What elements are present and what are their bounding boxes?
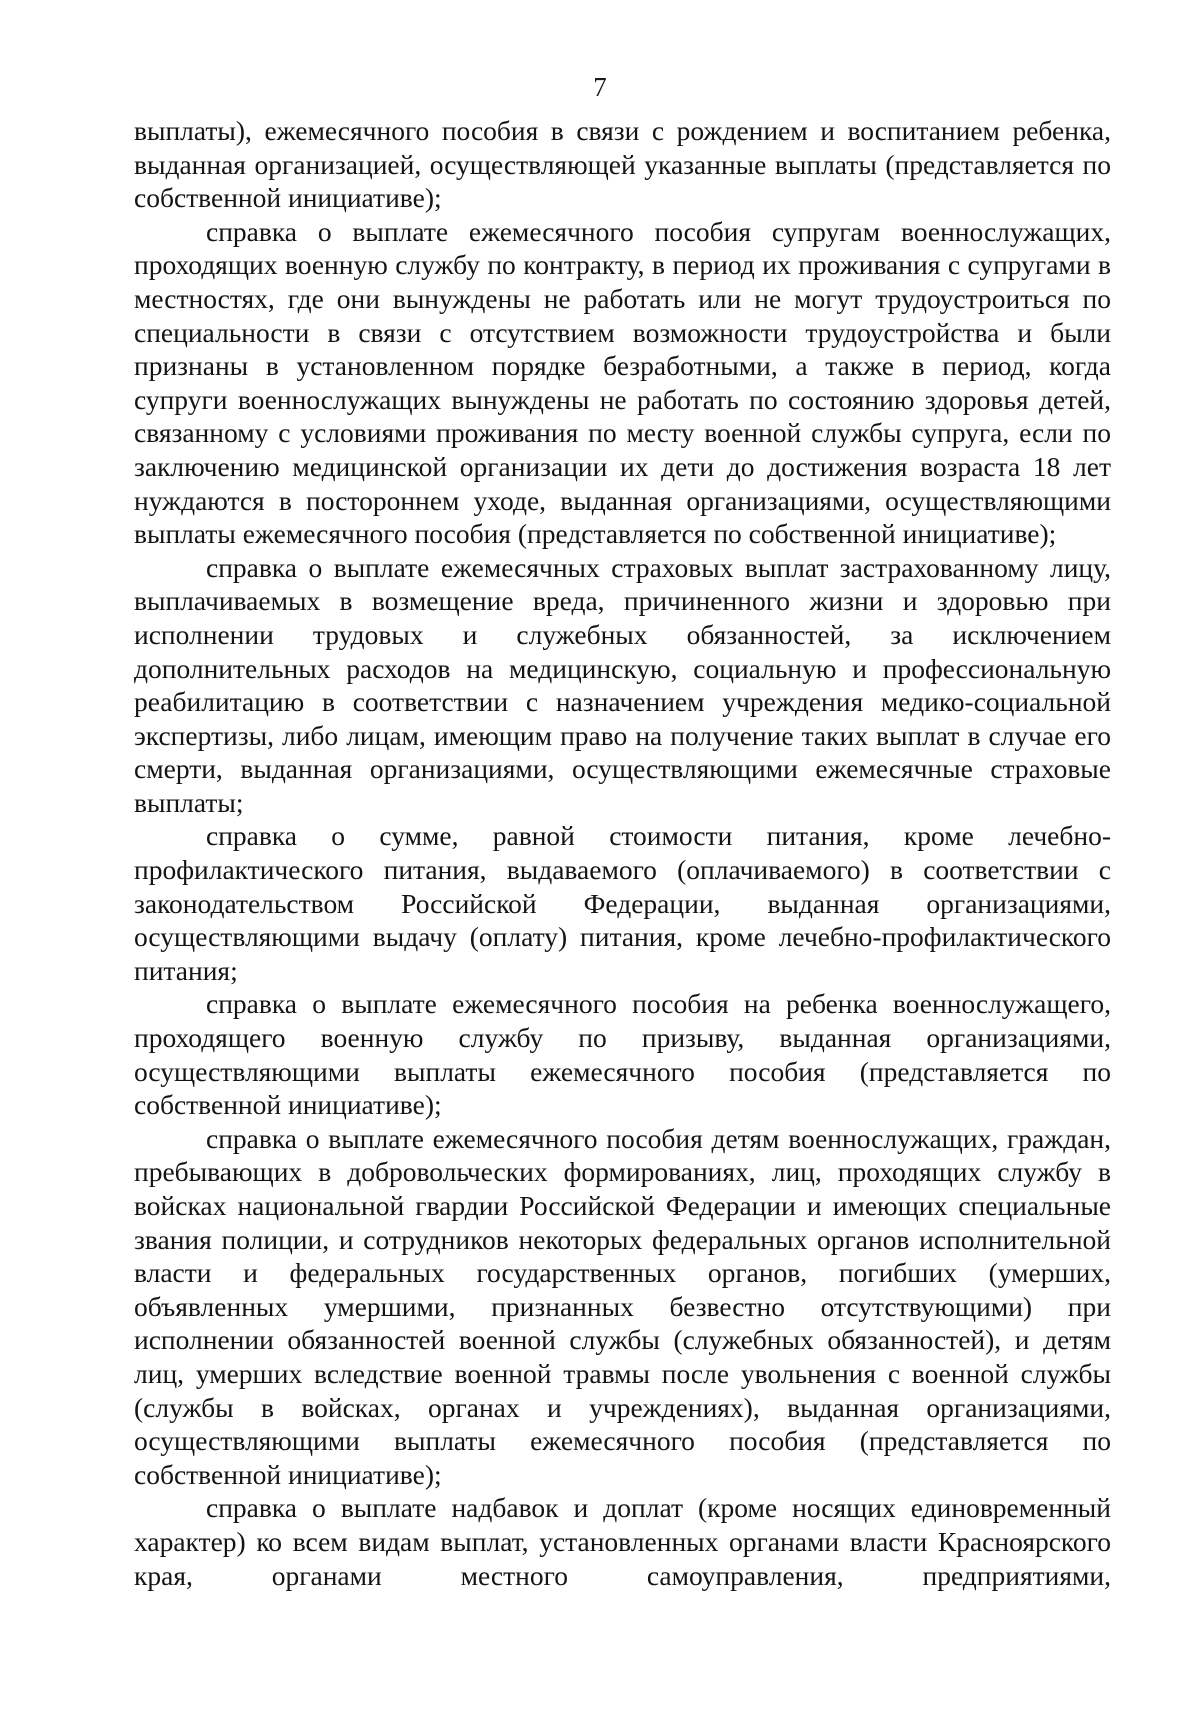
paragraph-meal-cost-certificate: справка о сумме, равной стоимости питания, кроме лечебно-профилактического питания, выдаваемого (оплачиваемого) в соответствии с законодательством Российской Федерации, выданная организациями, осуществляющими выдачу (оплату) питания, кроме лечебно-профилактического питания; xyxy=(134,820,1111,986)
paragraph-insurance-payments-certificate: справка о выплате ежемесячных страховых выплат застрахованному лицу, выплачиваемых в возмещение вреда, причиненного жизни и здоровью при исполнении трудовых и служебных обязанностей, за исключением дополнительных расходов на медицинскую, социальную и профессиональную реабилитацию в соответствии с назначением учреждения медико-социальной экспертизы, либо лицам, имеющим право на получение таких выплат в случае его смерти, выданная организациями, осуществляющими ежемесячные страховые выплаты; xyxy=(134,551,1111,818)
paragraph-allowances-supplements-certificate: справка о выплате надбавок и доплат (кроме носящих единовременный характер) ко всем видам выплат, установленных органами власти Красноярского края, органами местного самоуправления, предприятиями, xyxy=(134,1492,1111,1591)
paragraph-continuation: выплаты), ежемесячного пособия в связи с рождением и воспитанием ребенка, выданная организацией, осуществляющей указанные выплаты (представляется по собственной инициативе); xyxy=(134,115,1111,214)
page-number: 7 xyxy=(593,72,607,102)
paragraph-conscript-child-allowance-certificate: справка о выплате ежемесячного пособия на ребенка военнослужащего, проходящего военную службу по призыву, выданная организациями, осуществляющими выплаты ежемесячного пособия (представляется по собственной инициативе); xyxy=(134,988,1111,1121)
document-body xyxy=(134,114,1111,1592)
paragraph-spouse-allowance-certificate: справка о выплате ежемесячного пособия супругам военнослужащих, проходящих военную службу по контракту, в период их проживания с супругами в местностях, где они вынуждены не работать или не могут трудоустроиться по специальности в связи с отсутствием возможности трудоустройства и были признаны в установленном порядке безработными, а также в период, когда супруги военнослужащих вынуждены не работать по состоянию здоровья детей, связанному с условиями проживания по месту военной службы супруга, если по заключению медицинской организации их дети до достижения возраста 18 лет нуждаются в постороннем уходе, выданная организациями, осуществляющими выплаты ежемесячного пособия (представляется по собственной инициативе); xyxy=(134,215,1111,550)
paragraph-deceased-servicemen-children-certificate: справка о выплате ежемесячного пособия детям военнослужащих, граждан, пребывающих в добровольческих формированиях, лиц, проходящих службу в войсках национальной гвардии Российской Федерации и имеющих специальные звания полиции, и сотрудников некоторых федеральных органов исполнительной власти и федеральных государственных органов, погибших (умерших, объявленных умершими, признанных безвестно отсутствующими) при исполнении обязанностей военной службы (служебных обязанностей), и детям лиц, умерших вследствие военной травмы после увольнения с военной службы (службы в войсках, органах и учреждениях), выданная организациями, осуществляющими выплаты ежемесячного пособия (представляется по собственной инициативе); xyxy=(134,1122,1111,1490)
